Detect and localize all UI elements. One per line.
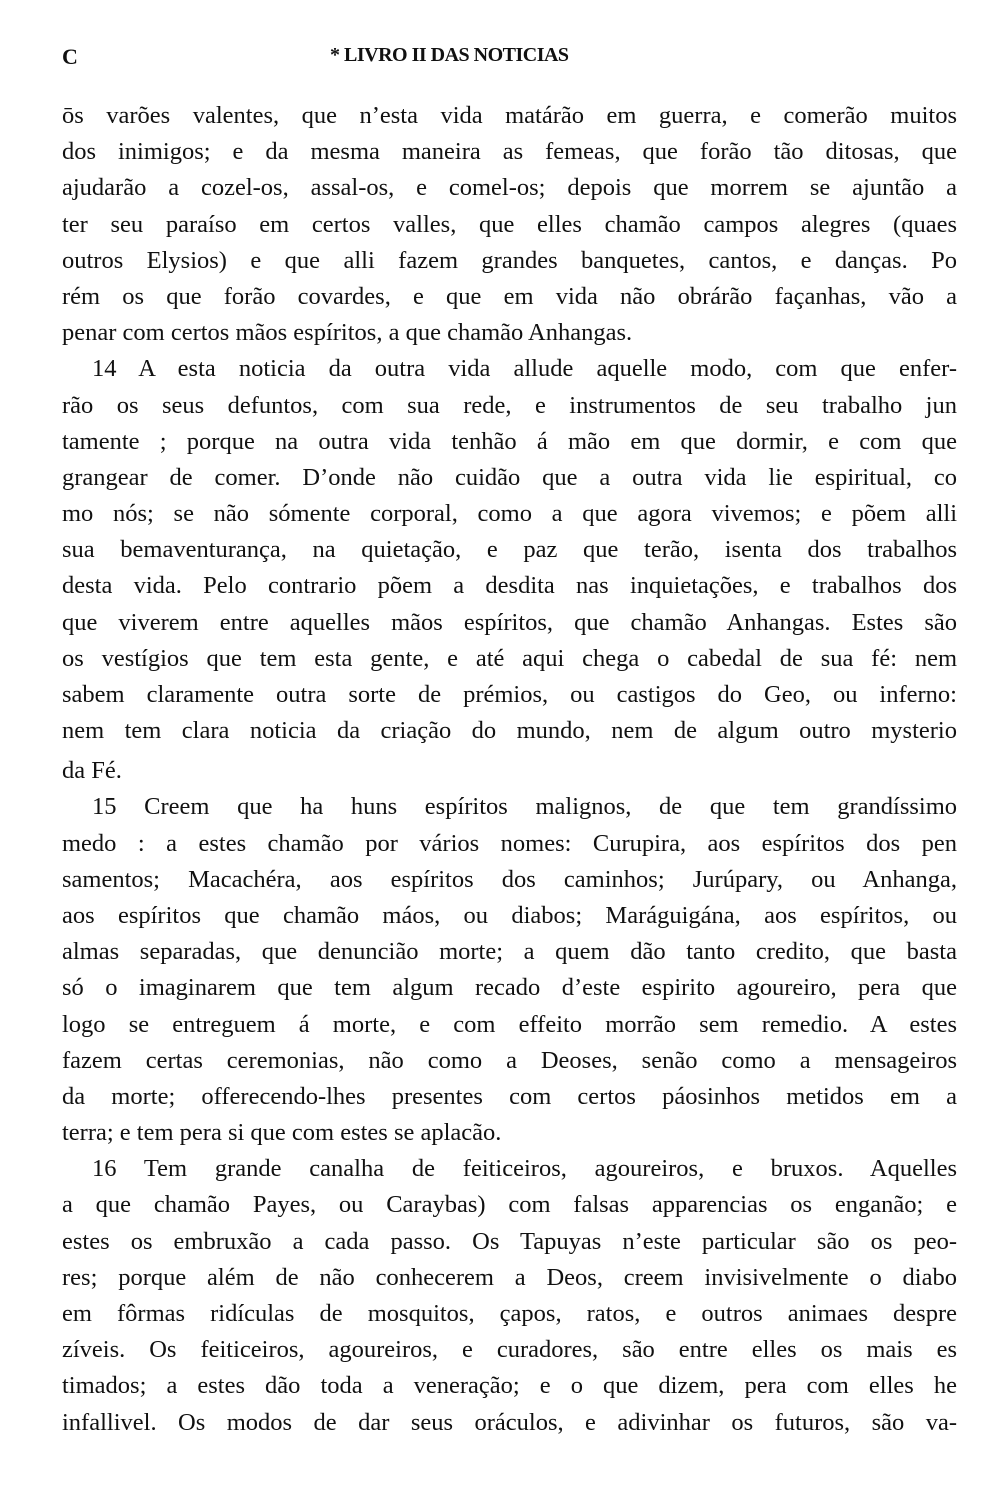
text-line: infallivel. Os modos de dar seus oráculos, e adivinhar os futuros, são va- <box>62 1408 957 1436</box>
text-line: sabem claramente outra sorte de prémios, ou castigos do Geo, ou inferno: <box>62 681 957 708</box>
text-line: outros Elysios) e que alli fazem grandes banquetes, cantos, e danças. Po <box>62 246 957 274</box>
text-line: zíveis. Os feiticeiros, agoureiros, e curadores, são entre elles os mais es <box>62 1336 957 1364</box>
text-line: desta vida. Pelo contrario põem a desdita nas inquietações, e trabalhos dos <box>62 572 957 600</box>
text-line: grangear de comer. D’onde não cuidão que a outra vida lie espiritual, co <box>62 463 957 491</box>
paragraph-14-start: 14 A esta noticia da outra vida allude aquelle modo, com que enfer- <box>92 355 957 383</box>
text-line: da morte; offerecendo-lhes presentes com certos páosinhos metidos em a <box>62 1082 957 1110</box>
text-line: timados; a estes dão toda a veneração; e o que dizem, pera com elles he <box>62 1372 957 1400</box>
text-line: nem tem clara noticia da criação do mundo, nem de algum outro mysterio <box>62 717 957 745</box>
body-text <box>62 98 957 1441</box>
text-line: aos espíritos que chamão máos, ou diabos; Maráguigána, aos espíritos, ou <box>62 901 957 929</box>
text-line: rém os que forão covardes, e que em vida não obrárão façanhas, vão a <box>62 282 957 310</box>
text-line: almas separadas, que denuncião morte; a quem dão tanto credito, que basta <box>62 938 957 966</box>
running-header: * LIVRO II DAS NOTICIAS <box>330 44 569 66</box>
text-line: tamente ; porque na outra vida tenhão á mão em que dormir, e com que <box>62 427 957 455</box>
text-line: medo : a estes chamão por vários nomes: Curupira, aos espíritos dos pen <box>62 829 957 857</box>
text-line: res; porque além de não conhecerem a Deos, creem invisivelmente o diabo <box>62 1263 957 1291</box>
text-line: fazem certas ceremonias, não como a Deoses, senão como a mensageiros <box>62 1046 957 1074</box>
paragraph-15-start: 15 Creem que ha huns espíritos malignos, de que tem grandíssimo <box>92 793 957 821</box>
text-line: em fôrmas ridículas de mosquitos, çapos, ratos, e outros animaes despre <box>62 1300 957 1327</box>
text-line: estes os embruxão a cada passo. Os Tapuyas n’este particular são os peo- <box>62 1227 957 1255</box>
text-line: que viverem entre aquelles mãos espíritos, que chamão Anhangas. Estes são <box>62 608 957 636</box>
text-line: ter seu paraíso em certos valles, que elles chamão campos alegres (quaes <box>62 210 957 238</box>
text-line: samentos; Macachéra, aos espíritos dos caminhos; Jurúpary, ou Anhanga, <box>62 865 957 893</box>
text-line: sua bemaventurança, na quietação, e paz que terão, isenta dos trabalhos <box>62 536 957 564</box>
text-line: da Fé. <box>62 757 122 785</box>
text-line: ōs varões valentes, que n’esta vida matárão em guerra, e comerão muitos <box>62 102 957 129</box>
paragraph-16-start: 16 Tem grande canalha de feiticeiros, agoureiros, e bruxos. Aquelles <box>92 1155 957 1183</box>
text-line: penar com certos mãos espíritos, a que chamão Anhangas. <box>62 319 633 347</box>
text-line: logo se entreguem á morte, e com effeito morrão sem remedio. A estes <box>62 1010 957 1038</box>
page-mark: C <box>62 44 78 69</box>
text-line: ajudarão a cozel-os, assal-os, e comel-os; depois que morrem se ajuntão a <box>62 174 957 202</box>
text-line: terra; e tem pera si que com estes se aplacão. <box>62 1119 502 1147</box>
text-line: rão os seus defuntos, com sua rede, e instrumentos de seu trabalho jun <box>62 391 957 419</box>
text-line: os vestígios que tem esta gente, e até aqui chega o cabedal de sua fé: nem <box>62 644 957 672</box>
text-line: mo nós; se não sómente corporal, como a que agora vivemos; e põem alli <box>62 500 957 528</box>
text-line: dos inimigos; e da mesma maneira as femeas, que forão tão ditosas, que <box>62 138 957 166</box>
text-line: só o imaginarem que tem algum recado d’este espirito agoureiro, pera que <box>62 974 957 1002</box>
text-line: a que chamão Payes, ou Caraybas) com falsas apparencias os enganão; e <box>62 1191 957 1219</box>
